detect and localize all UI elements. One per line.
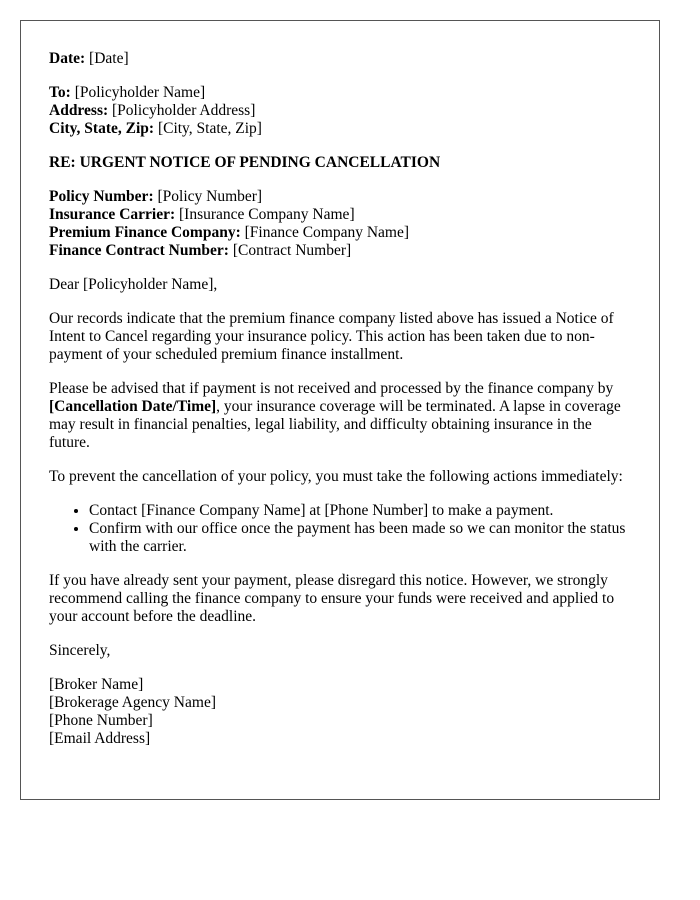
signature-agency-name: [Brokerage Agency Name] bbox=[49, 694, 216, 711]
signature-email: [Email Address] bbox=[49, 730, 151, 747]
policy-number-label: Policy Number: bbox=[49, 188, 154, 205]
list-item: • Confirm with our office once the payment has been made so we can monitor the status with the carrier. bbox=[89, 520, 631, 556]
cancellation-date-placeholder: [Cancellation Date/Time] bbox=[49, 398, 217, 415]
signature-broker-name: [Broker Name] bbox=[49, 676, 144, 693]
city-state-zip-value: [City, State, Zip] bbox=[157, 120, 262, 137]
address-value: [Policyholder Address] bbox=[112, 102, 256, 119]
letter-document bbox=[20, 20, 660, 800]
signature-phone: [Phone Number] bbox=[49, 712, 153, 729]
closing: Sincerely, bbox=[49, 642, 111, 659]
city-state-zip-label: City, State, Zip: bbox=[49, 120, 155, 137]
to-line bbox=[49, 84, 631, 102]
finance-company-value: [Finance Company Name] bbox=[244, 224, 410, 241]
finance-contract-value: [Contract Number] bbox=[232, 242, 352, 259]
policy-number-value: [Policy Number] bbox=[157, 188, 263, 205]
list-item: • Contact [Finance Company Name] at [Phone Number] to make a payment. bbox=[89, 502, 631, 520]
paragraph-actions-intro: To prevent the cancellation of your policy, you must take the following actions immediately: bbox=[49, 468, 623, 485]
finance-contract-line bbox=[49, 242, 631, 260]
to-label: To: bbox=[49, 84, 71, 101]
actions-list bbox=[49, 502, 631, 556]
finance-company-line bbox=[49, 224, 631, 242]
date-line bbox=[49, 50, 631, 68]
city-state-zip-line bbox=[49, 120, 631, 138]
subject-line bbox=[49, 154, 631, 172]
date-value: [Date] bbox=[89, 50, 129, 67]
date-label: Date: bbox=[49, 50, 86, 67]
policy-number-line bbox=[49, 188, 631, 206]
finance-company-label: Premium Finance Company: bbox=[49, 224, 241, 241]
paragraph-warning-end: , your insurance coverage will be terminated. A lapse in coverage may result in financial penalties, legal liability, and difficulty obtaining insurance in the future. bbox=[49, 398, 621, 451]
subject-text: RE: URGENT NOTICE OF PENDING CANCELLATION bbox=[49, 154, 441, 171]
salutation: Dear [Policyholder Name], bbox=[49, 276, 218, 293]
insurance-carrier-value: [Insurance Company Name] bbox=[179, 206, 355, 223]
finance-contract-label: Finance Contract Number: bbox=[49, 242, 229, 259]
insurance-carrier-label: Insurance Carrier: bbox=[49, 206, 176, 223]
paragraph-notice: Our records indicate that the premium finance company listed above has issued a Notice of Intent to Cancel regarding your insurance policy. This action has been taken due to non-payment of your scheduled premium finance installment. bbox=[49, 310, 614, 363]
paragraph-disregard: If you have already sent your payment, please disregard this notice. However, we strongly recommend calling the finance company to ensure your funds were received and applied to your account before the deadline. bbox=[49, 572, 615, 625]
address-label: Address: bbox=[49, 102, 109, 119]
to-value: [Policyholder Name] bbox=[74, 84, 206, 101]
paragraph-warning bbox=[49, 380, 631, 452]
insurance-carrier-line bbox=[49, 206, 631, 224]
paragraph-warning-start: Please be advised that if payment is not received and processed by the finance company by bbox=[49, 380, 614, 397]
address-line bbox=[49, 102, 631, 120]
